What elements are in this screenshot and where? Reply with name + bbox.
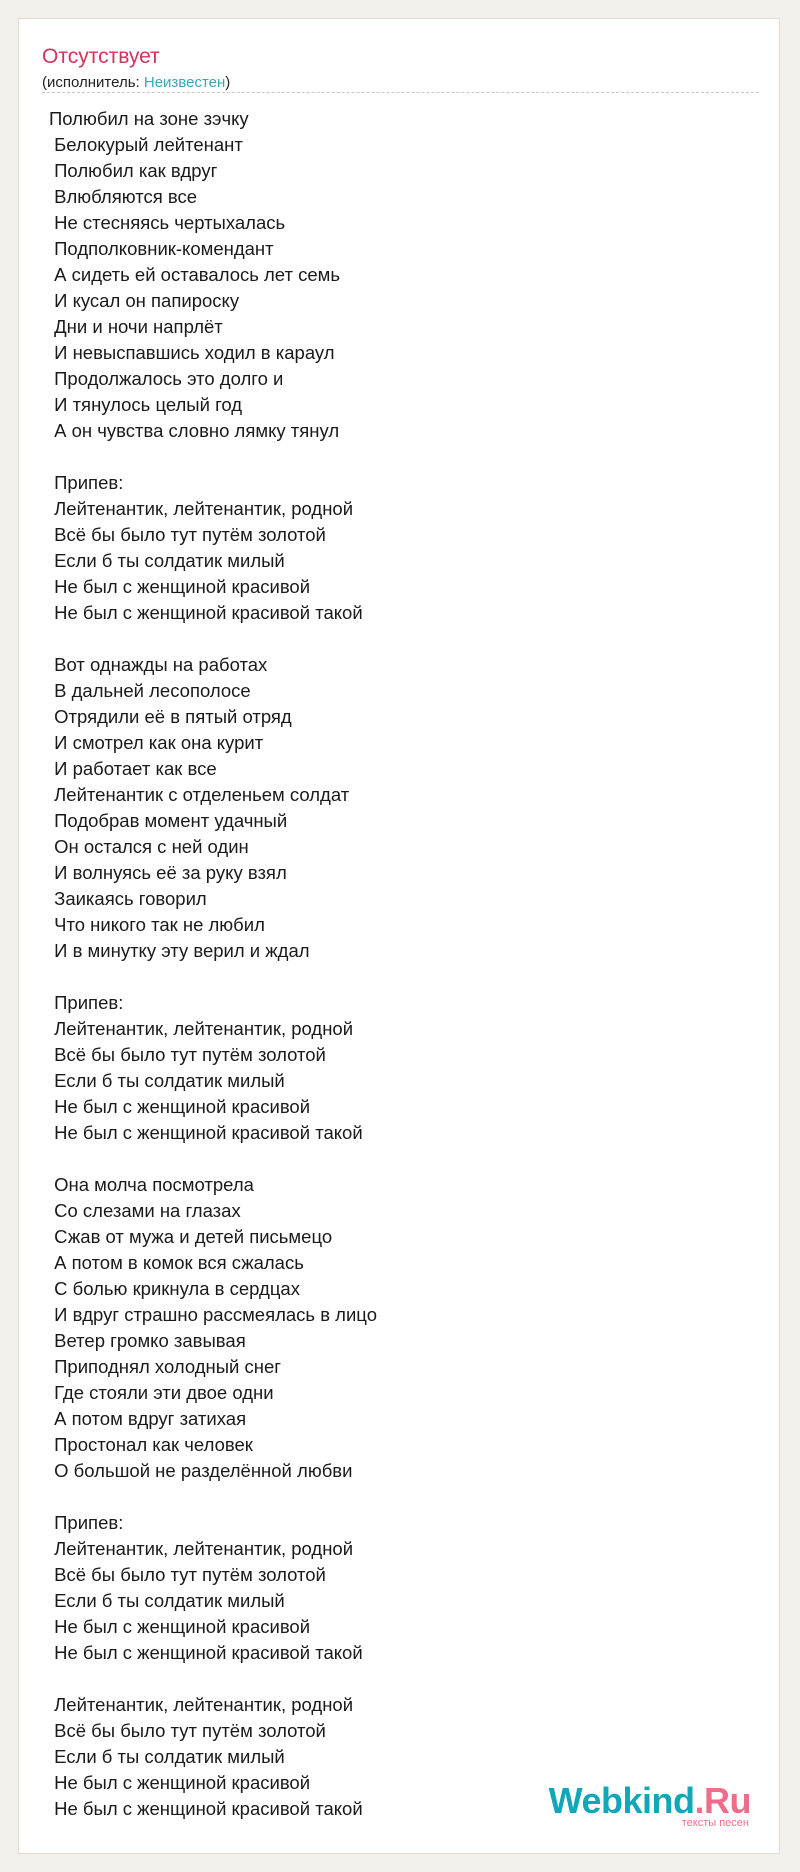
lyrics-line: В дальней лесополосе	[49, 680, 251, 701]
lyrics-line: Где стояли эти двое одни	[49, 1382, 274, 1403]
logo-name: Webkind	[548, 1780, 695, 1821]
lyrics-line: Не был с женщиной красивой	[49, 1096, 311, 1117]
lyrics-blank-line	[49, 626, 749, 652]
lyrics-line: Припев:	[49, 472, 124, 493]
lyrics-line: И вдруг страшно рассмеялась в лицо	[49, 1304, 377, 1325]
lyrics-line: Не стесняясь чертыхалась	[49, 212, 286, 233]
lyrics-line: С болью крикнула в сердцах	[49, 1278, 300, 1299]
lyrics-line: Полюбил на зоне зэчку	[49, 108, 249, 129]
lyrics-line: Заикаясь говорил	[49, 888, 207, 909]
lyrics-line: Не был с женщиной красивой такой	[49, 1122, 363, 1143]
lyrics-text	[49, 106, 749, 1822]
lyrics-line: Лейтенантик, лейтенантик, родной	[49, 1018, 354, 1039]
artist-line	[42, 74, 230, 92]
lyrics-line: И смотрел как она курит	[49, 732, 264, 753]
lyrics-line: И невыспавшись ходил в караул	[49, 342, 335, 363]
lyrics-line: Всё бы было тут путём золотой	[49, 1564, 326, 1585]
lyrics-line: Всё бы было тут путём золотой	[49, 1044, 326, 1065]
lyrics-line: Что никого так не любил	[49, 914, 265, 935]
lyrics-line: Со слезами на глазах	[49, 1200, 241, 1221]
lyrics-blank-line	[49, 1484, 749, 1510]
lyrics-line: Не был с женщиной красивой	[49, 576, 311, 597]
lyrics-line: Продолжалось это долго и	[49, 368, 284, 389]
lyrics-line: Приподнял холодный снег	[49, 1356, 282, 1377]
lyrics-line: А он чувства словно лямку тянул	[49, 420, 340, 441]
lyrics-line: Если б ты солдатик милый	[49, 1070, 285, 1091]
lyrics-line: Дни и ночи напрлёт	[49, 316, 223, 337]
lyrics-line: Не был с женщиной красивой	[49, 1772, 311, 1793]
lyrics-line: Если б ты солдатик милый	[49, 1590, 285, 1611]
lyrics-line: И тянулось целый год	[49, 394, 243, 415]
lyrics-line: Белокурый лейтенант	[49, 134, 243, 155]
lyrics-line: Всё бы было тут путём золотой	[49, 524, 326, 545]
lyrics-line: И волнуясь её за руку взял	[49, 862, 287, 883]
lyrics-line: Не был с женщиной красивой такой	[49, 602, 363, 623]
lyrics-line: И в минутку эту верил и ждал	[49, 940, 310, 961]
lyrics-line: Если б ты солдатик милый	[49, 1746, 285, 1767]
lyrics-line: Не был с женщиной красивой такой	[49, 1798, 363, 1819]
lyrics-line: Простонал как человек	[49, 1434, 253, 1455]
logo-wordmark	[548, 1780, 751, 1821]
lyrics-line: Не был с женщиной красивой	[49, 1616, 311, 1637]
lyrics-line: Отрядили её в пятый отряд	[49, 706, 292, 727]
lyrics-line: О большой не разделённой любви	[49, 1460, 353, 1481]
lyrics-line: Он остался с ней один	[49, 836, 249, 857]
artist-prefix: (исполнитель:	[42, 74, 144, 91]
lyrics-blank-line	[49, 964, 749, 990]
lyrics-line: А потом в комок вся сжалась	[49, 1252, 304, 1273]
lyrics-blank-line	[49, 1666, 749, 1692]
lyrics-line: Не был с женщиной красивой такой	[49, 1642, 363, 1663]
lyrics-line: Лейтенантик, лейтенантик, родной	[49, 498, 354, 519]
lyrics-line: Ветер громко завывая	[49, 1330, 246, 1351]
lyrics-line: Лейтенантик, лейтенантик, родной	[49, 1694, 354, 1715]
logo-tld: .Ru	[694, 1780, 751, 1821]
lyrics-line: Полюбил как вдруг	[49, 160, 218, 181]
artist-link[interactable]: Неизвестен	[143, 74, 226, 91]
lyrics-line: Сжав от мужа и детей письмецо	[49, 1226, 333, 1247]
lyrics-card	[18, 18, 780, 1854]
lyrics-line: Она молча посмотрела	[49, 1174, 254, 1195]
lyrics-blank-line	[49, 444, 749, 470]
lyrics-line: Лейтенантик, лейтенантик, родной	[49, 1538, 354, 1559]
lyrics-line: Подполковник-комендант	[49, 238, 274, 259]
lyrics-line: А сидеть ей оставалось лет семь	[49, 264, 340, 285]
lyrics-line: Вот однажды на работах	[49, 654, 268, 675]
song-title: Отсутствует	[42, 45, 160, 68]
lyrics-line: Влюбляются все	[49, 186, 198, 207]
lyrics-blank-line	[49, 1146, 749, 1172]
site-logo[interactable]	[548, 1780, 751, 1829]
lyrics-line: Припев:	[49, 992, 124, 1013]
title-divider	[42, 92, 759, 93]
lyrics-line: Всё бы было тут путём золотой	[49, 1720, 326, 1741]
artist-suffix: )	[225, 74, 231, 91]
lyrics-line: Лейтенантик с отделеньем солдат	[49, 784, 350, 805]
lyrics-line: Подобрав момент удачный	[49, 810, 288, 831]
logo-tagline: тексты песен	[681, 1817, 749, 1829]
lyrics-line: Припев:	[49, 1512, 124, 1533]
lyrics-line: А потом вдруг затихая	[49, 1408, 247, 1429]
lyrics-line: Если б ты солдатик милый	[49, 550, 285, 571]
lyrics-line: И кусал он папироску	[49, 290, 240, 311]
lyrics-line: И работает как все	[49, 758, 217, 779]
